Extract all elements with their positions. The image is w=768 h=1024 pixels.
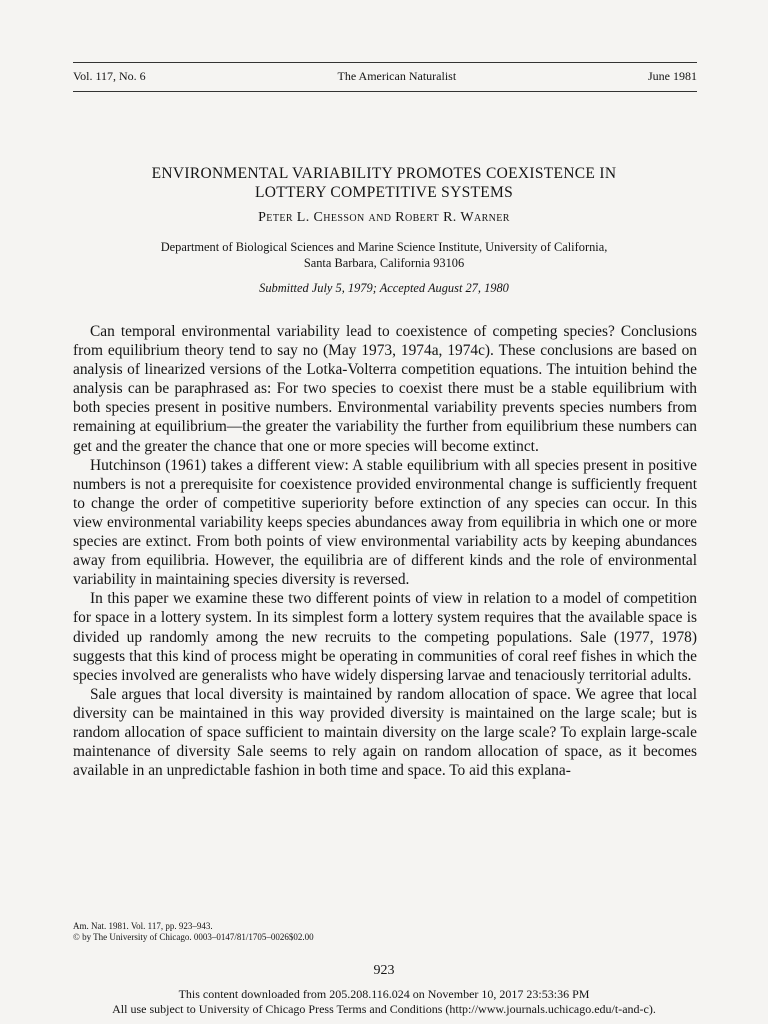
- issue-date: June 1981: [648, 69, 697, 83]
- page-number: 923: [373, 963, 395, 978]
- affiliation-line-1: Department of Biological Sciences and Marine Science Institute, University of California,: [160, 240, 608, 254]
- header-top-rule: [73, 62, 697, 63]
- affiliation-line-2: Santa Barbara, California 93106: [303, 256, 465, 270]
- paragraph-4: Sale argues that local diversity is maintained by random allocation of space. We agree that local diversity can be maintained in this way provided diversity is maintained on the large scale; but is random allocation of space sufficient to maintain diversity on the large scale? To explain large-scale maintenance of diversity Sale seems to rely again on random allocation of space, as it becomes available in an unpredictable fashion in both time and space. To aid this explana-: [73, 685, 697, 780]
- paragraph-2: Hutchinson (1961) takes a different view: A stable equilibrium with all species present in positive numbers is not a prerequisite for coexistence provided environmental change is sufficiently frequent to change the order of competitive superiority before extinction of any species can occur. In this view environmental variability keeps species abundances away from equilibria in which one or more species are extinct. From both points of view environmental variability acts by keeping abundances away from equilibria. However, the equilibria are of different kinds and the role of environmental variability in maintaining species diversity is reversed.: [73, 456, 697, 589]
- body-text: [73, 322, 697, 780]
- title-line-1: ENVIRONMENTAL VARIABILITY PROMOTES COEXISTENCE IN: [151, 165, 617, 182]
- article-title: [40, 164, 728, 202]
- running-head: [73, 69, 697, 84]
- header-bottom-rule: [73, 91, 697, 92]
- journal-name: The American Naturalist: [337, 69, 457, 83]
- submission-dates: Submitted July 5, 1979; Accepted August 27, 1980: [259, 281, 509, 295]
- footnote-copyright: © by The University of Chicago. 0003–0147/81/1705–0026$02.00: [73, 932, 314, 942]
- paragraph-3: In this paper we examine these two different points of view in relation to a model of competition for space in a lottery system. In its simplest form a lottery system requires that the available space is divided up randomly among the new recruits to the competing populations. Sale (1977, 1978) suggests that this kind of process might be operating in communities of coral reef fishes in which the species involved are generalists who have widely dispersing larvae and tenaciously territorial adults.: [73, 590, 697, 684]
- authors: Peter L. Chesson and Robert R. Warner: [258, 210, 510, 225]
- paragraph-1: Can temporal environmental variability lead to coexistence of competing species? Conclusions from equilibrium theory tend to say no (May 1973, 1974a, 1974c). These conclusions are based on analysis of linearized versions of the Lotka-Volterra competition equations. The intuition behind the analysis can be paraphrased as: For two species to coexist there must be a stable equilibrium with both species present in positive numbers. Environmental variability prevents species numbers from remaining at equilibrium—the greater the variability the further from equilibrium these numbers can get and the greater the chance that one or more species will become extinct.: [73, 323, 697, 455]
- volume-issue: Vol. 117, No. 6: [73, 69, 146, 83]
- download-notice-line-1: This content downloaded from 205.208.116.024 on November 10, 2017 23:53:36 PM: [178, 987, 590, 1001]
- affiliation: [40, 239, 728, 271]
- download-notice: [0, 987, 768, 1017]
- footnote-citation: Am. Nat. 1981. Vol. 117, pp. 923–943.: [73, 921, 213, 931]
- footnote: [73, 921, 697, 943]
- title-line-2: LOTTERY COMPETITIVE SYSTEMS: [254, 184, 514, 201]
- download-notice-line-2: All use subject to University of Chicago Press Terms and Conditions (http://www.journals.uchicago.edu/t-and-c).: [112, 1002, 656, 1016]
